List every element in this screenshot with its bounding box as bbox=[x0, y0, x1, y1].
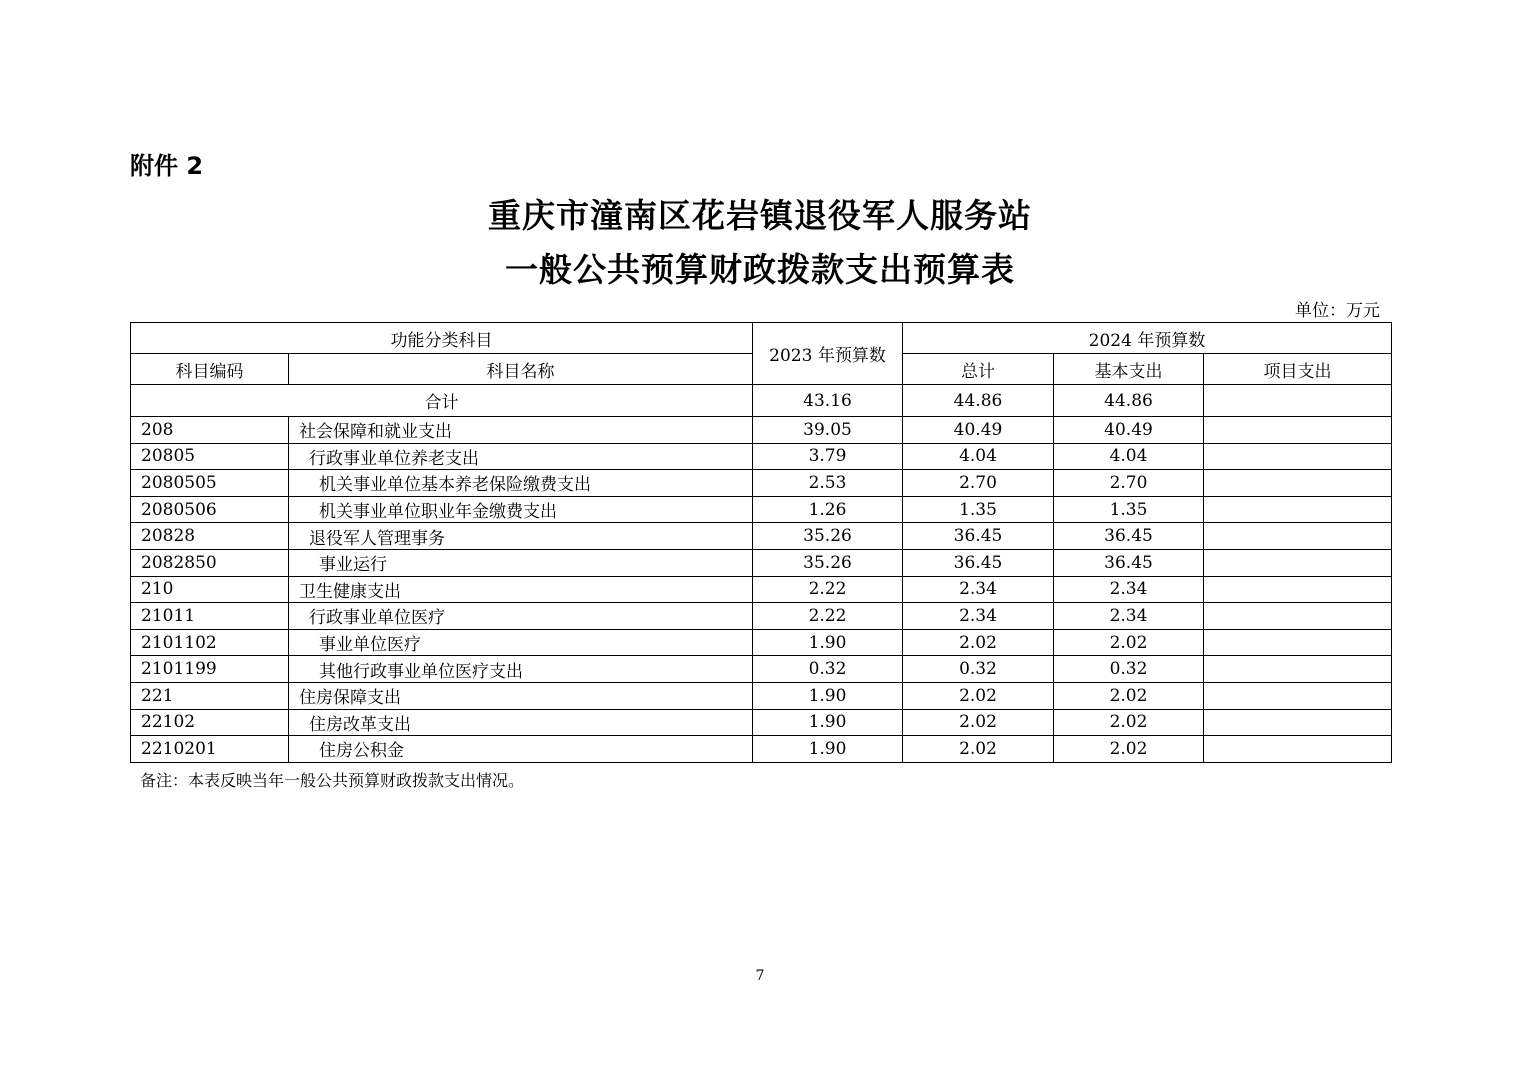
row-code: 20805 bbox=[131, 443, 289, 470]
row-basic: 36.45 bbox=[1054, 523, 1204, 550]
row-project bbox=[1204, 736, 1392, 763]
row-total: 2.02 bbox=[903, 629, 1054, 656]
table-row bbox=[131, 603, 1392, 630]
row-project bbox=[1204, 496, 1392, 523]
table-row bbox=[131, 496, 1392, 523]
row-total: 2.02 bbox=[903, 736, 1054, 763]
row-total: 4.04 bbox=[903, 443, 1054, 470]
total-row bbox=[131, 385, 1392, 417]
row-code: 2210201 bbox=[131, 736, 289, 763]
header-row-1 bbox=[131, 323, 1392, 354]
row-b2023: 2.22 bbox=[753, 603, 903, 630]
total-b2023: 43.16 bbox=[753, 385, 903, 417]
table-row bbox=[131, 549, 1392, 576]
row-total: 2.02 bbox=[903, 709, 1054, 736]
row-code: 2101102 bbox=[131, 629, 289, 656]
row-code: 21011 bbox=[131, 603, 289, 630]
row-name: 机关事业单位基本养老保险缴费支出 bbox=[289, 470, 753, 497]
attachment-label: 附件 2 bbox=[130, 152, 204, 180]
page-number: 7 bbox=[755, 968, 765, 984]
table-row bbox=[131, 443, 1392, 470]
header-code: 科目编码 bbox=[131, 354, 289, 385]
row-name: 行政事业单位养老支出 bbox=[289, 443, 753, 470]
row-total: 2.34 bbox=[903, 603, 1054, 630]
header-total: 总计 bbox=[903, 354, 1054, 385]
row-project bbox=[1204, 603, 1392, 630]
row-name: 事业运行 bbox=[289, 549, 753, 576]
header-budget-2024: 2024 年预算数 bbox=[903, 323, 1392, 354]
row-name: 其他行政事业单位医疗支出 bbox=[289, 656, 753, 683]
row-total: 2.34 bbox=[903, 576, 1054, 603]
row-project bbox=[1204, 443, 1392, 470]
table-row bbox=[131, 736, 1392, 763]
row-code: 221 bbox=[131, 682, 289, 709]
total-basic: 44.86 bbox=[1054, 385, 1204, 417]
row-code: 210 bbox=[131, 576, 289, 603]
row-b2023: 1.90 bbox=[753, 736, 903, 763]
row-total: 2.02 bbox=[903, 682, 1054, 709]
row-code: 2101199 bbox=[131, 656, 289, 683]
row-code: 2082850 bbox=[131, 549, 289, 576]
row-name: 住房公积金 bbox=[289, 736, 753, 763]
row-total: 36.45 bbox=[903, 523, 1054, 550]
row-project bbox=[1204, 709, 1392, 736]
row-name: 住房保障支出 bbox=[289, 682, 753, 709]
table-note: 备注：本表反映当年一般公共预算财政拨款支出情况。 bbox=[140, 771, 525, 790]
row-project bbox=[1204, 523, 1392, 550]
row-project bbox=[1204, 470, 1392, 497]
row-b2023: 1.90 bbox=[753, 682, 903, 709]
row-project bbox=[1204, 549, 1392, 576]
row-b2023: 35.26 bbox=[753, 549, 903, 576]
header-basic: 基本支出 bbox=[1054, 354, 1204, 385]
row-basic: 2.70 bbox=[1054, 470, 1204, 497]
row-b2023: 2.22 bbox=[753, 576, 903, 603]
row-total: 2.70 bbox=[903, 470, 1054, 497]
row-b2023: 1.90 bbox=[753, 709, 903, 736]
row-code: 22102 bbox=[131, 709, 289, 736]
row-name: 社会保障和就业支出 bbox=[289, 417, 753, 444]
row-b2023: 0.32 bbox=[753, 656, 903, 683]
budget-table bbox=[130, 322, 1392, 763]
row-name: 事业单位医疗 bbox=[289, 629, 753, 656]
table-row bbox=[131, 576, 1392, 603]
total-total: 44.86 bbox=[903, 385, 1054, 417]
table-row bbox=[131, 417, 1392, 444]
unit-label: 单位：万元 bbox=[1295, 301, 1380, 321]
header-budget-2023: 2023 年预算数 bbox=[753, 323, 903, 385]
row-basic: 2.02 bbox=[1054, 629, 1204, 656]
row-total: 1.35 bbox=[903, 496, 1054, 523]
total-label: 合计 bbox=[131, 385, 753, 417]
row-basic: 40.49 bbox=[1054, 417, 1204, 444]
row-b2023: 39.05 bbox=[753, 417, 903, 444]
row-basic: 0.32 bbox=[1054, 656, 1204, 683]
row-project bbox=[1204, 576, 1392, 603]
total-project bbox=[1204, 385, 1392, 417]
row-name: 退役军人管理事务 bbox=[289, 523, 753, 550]
row-total: 0.32 bbox=[903, 656, 1054, 683]
row-basic: 2.02 bbox=[1054, 709, 1204, 736]
row-code: 2080506 bbox=[131, 496, 289, 523]
row-basic: 1.35 bbox=[1054, 496, 1204, 523]
header-project: 项目支出 bbox=[1204, 354, 1392, 385]
header-name: 科目名称 bbox=[289, 354, 753, 385]
table-row bbox=[131, 656, 1392, 683]
row-b2023: 35.26 bbox=[753, 523, 903, 550]
row-project bbox=[1204, 417, 1392, 444]
row-name: 行政事业单位医疗 bbox=[289, 603, 753, 630]
table-row bbox=[131, 523, 1392, 550]
row-project bbox=[1204, 682, 1392, 709]
row-b2023: 1.90 bbox=[753, 629, 903, 656]
row-code: 2080505 bbox=[131, 470, 289, 497]
row-code: 208 bbox=[131, 417, 289, 444]
row-total: 36.45 bbox=[903, 549, 1054, 576]
row-project bbox=[1204, 629, 1392, 656]
row-project bbox=[1204, 656, 1392, 683]
row-basic: 2.02 bbox=[1054, 736, 1204, 763]
row-code: 20828 bbox=[131, 523, 289, 550]
row-total: 40.49 bbox=[903, 417, 1054, 444]
header-function-class: 功能分类科目 bbox=[131, 323, 753, 354]
row-basic: 36.45 bbox=[1054, 549, 1204, 576]
table-row bbox=[131, 709, 1392, 736]
row-basic: 4.04 bbox=[1054, 443, 1204, 470]
budget-table-body bbox=[131, 323, 1392, 763]
document-title-line-1: 重庆市潼南区花岩镇退役军人服务站 bbox=[488, 196, 1032, 235]
row-name: 机关事业单位职业年金缴费支出 bbox=[289, 496, 753, 523]
row-name: 住房改革支出 bbox=[289, 709, 753, 736]
row-b2023: 3.79 bbox=[753, 443, 903, 470]
row-basic: 2.02 bbox=[1054, 682, 1204, 709]
row-basic: 2.34 bbox=[1054, 576, 1204, 603]
table-row bbox=[131, 629, 1392, 656]
row-b2023: 1.26 bbox=[753, 496, 903, 523]
row-basic: 2.34 bbox=[1054, 603, 1204, 630]
document-title-line-2: 一般公共预算财政拨款支出预算表 bbox=[505, 250, 1015, 289]
table-row bbox=[131, 682, 1392, 709]
row-b2023: 2.53 bbox=[753, 470, 903, 497]
table-row bbox=[131, 470, 1392, 497]
row-name: 卫生健康支出 bbox=[289, 576, 753, 603]
